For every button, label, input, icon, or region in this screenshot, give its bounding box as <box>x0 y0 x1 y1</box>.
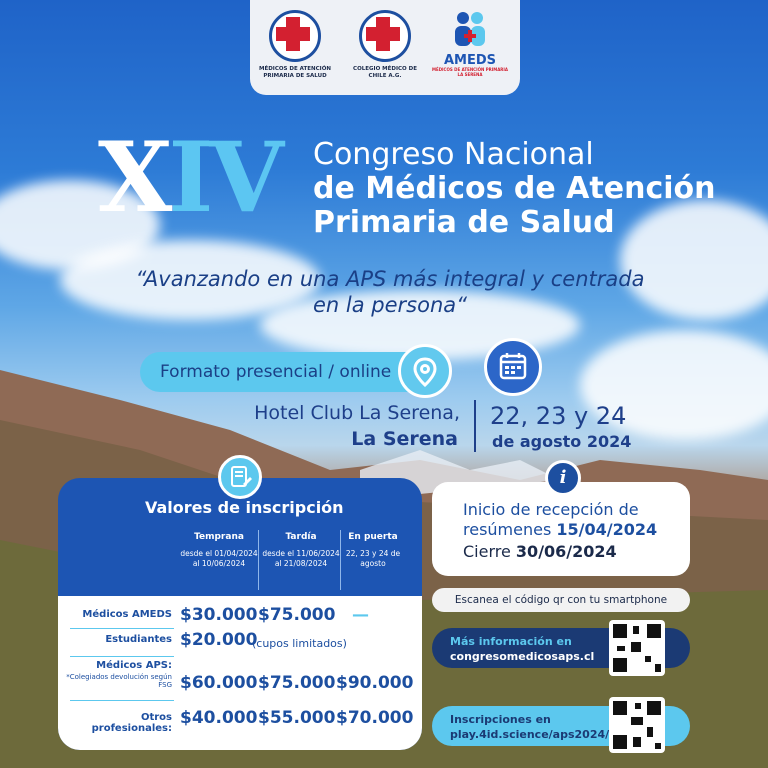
row-divider <box>70 628 174 629</box>
qr-code-more-info[interactable] <box>609 620 665 676</box>
row-label-aps: Médicos APS: <box>96 660 172 671</box>
abstracts-close-date: 30/06/2024 <box>515 542 617 561</box>
row-sub-aps: *Colegiados devolución según FSG <box>66 673 172 690</box>
column-sub-door: 22, 23 y 24 de agosto <box>345 549 401 568</box>
row-divider <box>70 656 174 657</box>
edition-iv: IV <box>168 121 280 234</box>
abstracts-close-label: Cierre <box>463 542 516 561</box>
row-label-others: Otros profesionales: <box>91 712 172 734</box>
abstracts-line-1: Inicio de recepción de <box>463 500 639 519</box>
column-head-door: En puerta <box>348 532 398 542</box>
event-month: de agosto 2024 <box>492 432 632 451</box>
scan-instruction: Escanea el código qr con tu smartphone <box>454 594 668 606</box>
registration-url[interactable]: play.4id.science/aps2024/ <box>450 728 610 741</box>
students-note: (cupos limitados) <box>252 637 347 650</box>
column-sub-early: desde el 01/04/2024 al 10/06/2024 <box>180 549 258 568</box>
logo-ameds <box>430 10 510 78</box>
row-divider <box>70 700 174 701</box>
ameds-people-icon <box>447 10 493 50</box>
logo-text: MÉDICOS DE ATENCIÓN PRIMARIA DE SALUD <box>259 66 331 79</box>
format-label: Formato presencial / online <box>160 362 392 382</box>
location-pin-icon <box>398 344 452 398</box>
price-aps-early: $60.000 <box>180 673 258 693</box>
title-line-1: Congreso Nacional <box>313 137 594 172</box>
price-aps-door: $90.000 <box>336 673 414 693</box>
calendar-icon <box>484 338 542 396</box>
more-info-label: Más información en <box>450 635 572 648</box>
logo-bar <box>250 0 520 95</box>
column-separator <box>258 530 259 590</box>
venue-hotel: Hotel Club La Serena, <box>254 402 460 424</box>
registration-label: Inscripciones en <box>450 713 551 726</box>
price-students-early: $20.000 <box>180 630 258 650</box>
title-line-2: de Médicos de Atención <box>313 171 716 206</box>
price-aps-late: $75.000 <box>258 673 336 693</box>
row-label-students: Estudiantes <box>105 634 172 645</box>
logo-colegio-medico <box>345 10 425 79</box>
pricing-title: Valores de inscripción <box>145 498 344 517</box>
crest-icon <box>269 10 321 62</box>
document-edit-icon <box>218 455 262 499</box>
title-line-3: Primaria de Salud <box>313 205 615 240</box>
column-head-early: Temprana <box>194 532 244 542</box>
qr-code-registration[interactable] <box>609 697 665 753</box>
edition-numeral <box>98 121 280 234</box>
event-days: 22, 23 y 24 <box>490 402 627 430</box>
price-others-late: $55.000 <box>258 708 336 728</box>
column-sub-late: desde el 11/06/2024 al 21/08/2024 <box>262 549 340 568</box>
logo-text: COLEGIO MÉDICO DE CHILE A.G. <box>353 66 417 79</box>
info-icon: i <box>545 460 581 496</box>
venue-city: La Serena <box>351 428 458 450</box>
abstracts-line-2 <box>463 520 657 539</box>
price-ameds-door: — <box>352 605 369 625</box>
more-info-url[interactable]: congresomedicosaps.cl <box>450 650 595 663</box>
column-head-late: Tardía <box>285 532 317 542</box>
price-others-early: $40.000 <box>180 708 258 728</box>
crest-icon <box>359 10 411 62</box>
abstracts-open-label: resúmenes <box>463 520 557 539</box>
abstracts-open-date: 15/04/2024 <box>556 520 658 539</box>
row-label-ameds: Médicos AMEDS <box>82 609 172 620</box>
abstracts-line-3 <box>463 542 617 561</box>
edition-x: X <box>98 121 169 234</box>
price-ameds-early: $30.000 <box>180 605 258 625</box>
price-others-door: $70.000 <box>336 708 414 728</box>
ameds-subtext: MÉDICOS DE ATENCIÓN PRIMARIA LA SERENA <box>432 67 508 77</box>
tagline: “Avanzando en una APS más integral y centrada en la persona“ <box>135 267 645 318</box>
ameds-wordmark: AMEDS <box>443 52 497 68</box>
logo-medicos-aps <box>255 10 335 79</box>
divider <box>474 400 476 452</box>
price-ameds-late: $75.000 <box>258 605 336 625</box>
